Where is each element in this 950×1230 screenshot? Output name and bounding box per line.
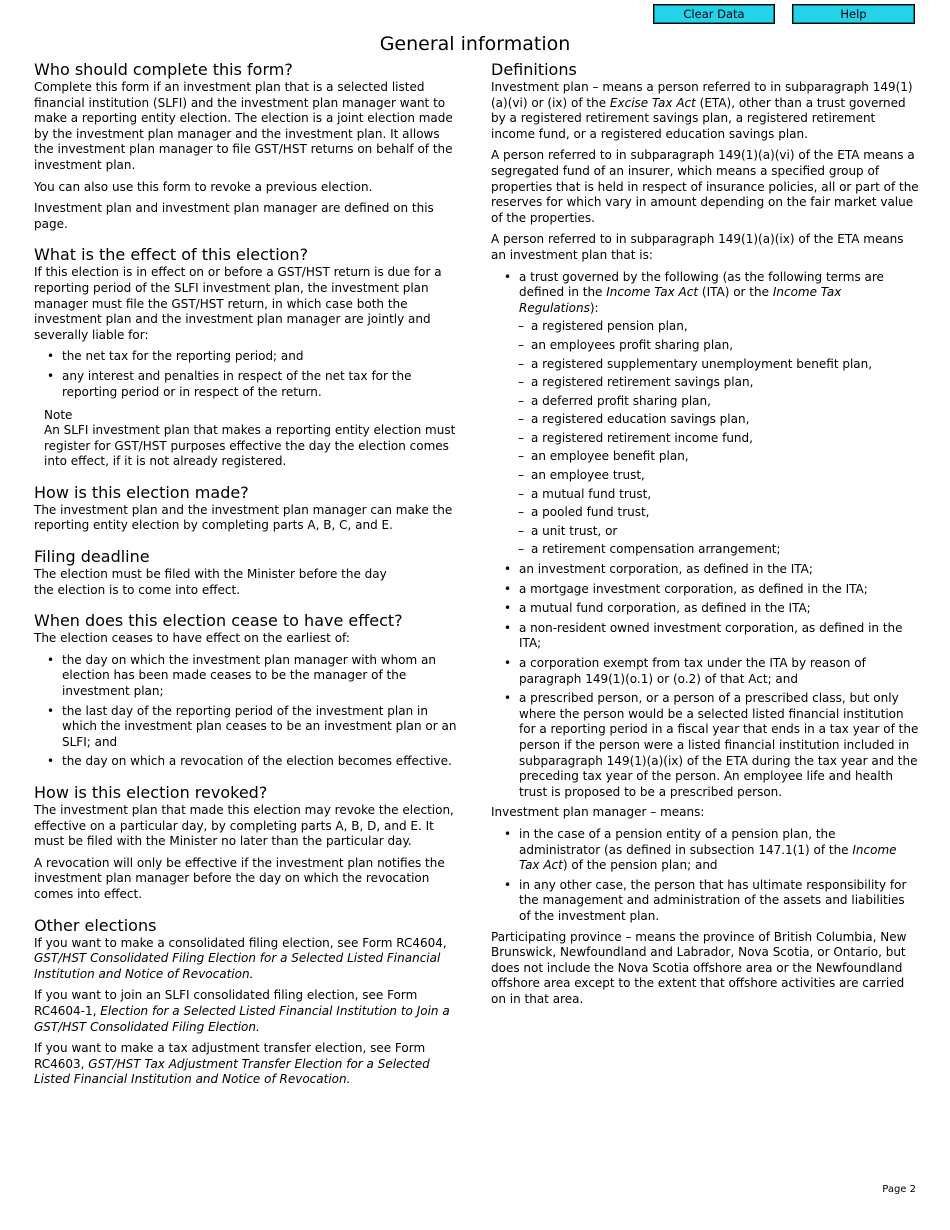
form-title: GST/HST Tax Adjustment Transfer Election for a Selected Listed Financial Institution and Notice of Revocation. [34, 1056, 430, 1087]
act-title: Income Tax Act [519, 842, 897, 873]
clear-data-button[interactable]: Clear Data [653, 4, 775, 24]
section-who-should-complete [34, 61, 462, 232]
paragraph: Participating province – means the province of British Columbia, New Brunswick, Newfoundland and Labrador, Nova Scotia, or Ontario, but does not include the Nova Scotia offshore area or the Newfoundland offshore area except to the extent that offshore activities are carried on in that area. [491, 929, 907, 1006]
paragraph: Investment plan and investment plan manager are defined on this page. [34, 201, 434, 231]
bullet-list [34, 349, 462, 400]
section-election-cease [34, 612, 462, 770]
section-other-elections [34, 917, 462, 1088]
list-item: • an investment corporation, as defined in the ITA; [519, 562, 919, 578]
paragraph: A revocation will only be effective if the investment plan notifies the investment plan manager before the day on which the revocation comes into effect. [34, 855, 445, 901]
paragraph [34, 1041, 462, 1088]
paragraph: The investment plan and the investment plan manager can make the reporting entity election by completing parts A, B, C, and E. [34, 502, 453, 533]
note-text: An SLFI investment plan that makes a reporting entity election must register for GST/HST purposes effective the day the election comes into effect, if it is not already registered. [44, 423, 456, 469]
dash-item: – a registered supplementary unemployment benefit plan, [531, 357, 919, 373]
list-item: • the day on which the investment plan manager with whom an election has been made ceases to be the manager of the investment plan; [62, 653, 462, 700]
dash-item: – a retirement compensation arrangement; [531, 542, 919, 558]
list-item: • a prescribed person, or a person of a prescribed class, but only where the person would be a selected listed financial institution for a reporting period in a fiscal year that ends in a tax year of the person if the person were a listed financial institution included in subparagraph 149(1)(a)(ix) of the ETA during the tax year and the preceding tax year of the person. An employee life and health trust is proposed to be a prescribed person. [519, 691, 919, 800]
list-item: • a mortgage investment corporation, as defined in the ITA; [519, 582, 919, 598]
paragraph: A person referred to in subparagraph 149(1)(a)(vi) of the ETA means a segregated fund of an insurer, which means a specified group of properties that is held in respect of insurance policies, all or part of the reserves for which vary in amount depending on the fair market value of the properties. [491, 148, 919, 225]
paragraph: If this election is in effect on or before a GST/HST return is due for a reporting period of the SLFI investment plan, the investment plan manager must file the GST/HST return, in which case both the investment plan and the investment plan manager are jointly and severally liable for: [34, 265, 442, 342]
page-number: Page 2 [882, 1184, 916, 1195]
form-title: GST/HST Consolidated Filing Election for a Selected Listed Financial Institution and Notice of Revocation. [34, 951, 441, 981]
bullet-list [34, 653, 462, 770]
form-title: Election for a Selected Listed Financial Institution to Join a GST/HST Consolidated Filing Election. [34, 1003, 450, 1034]
dash-item: – a registered retirement savings plan, [531, 375, 919, 391]
section-heading: What is the effect of this election? [34, 245, 309, 265]
bullet-list [491, 270, 919, 801]
list-item: • a non-resident owned investment corporation, as defined in the ITA; [519, 621, 919, 652]
list-item: • the day on which a revocation of the election becomes effective. [62, 754, 462, 770]
dash-item: – a registered education savings plan, [531, 412, 919, 428]
dash-item: – a unit trust, or [531, 524, 919, 540]
dash-item: – an employee trust, [531, 468, 919, 484]
section-heading: How is this election made? [34, 482, 249, 502]
paragraph [34, 936, 462, 983]
text: If you want to make a tax adjustment transfer election, see Form RC4603, [34, 1041, 426, 1071]
section-definitions [491, 61, 919, 1007]
section-filing-deadline [34, 548, 462, 598]
page-title: General information [379, 33, 571, 55]
bullet-list [491, 827, 919, 925]
text: Investment plan – means a person referred to in subparagraph 149(1)(a)(vi) or (ix) of the [491, 80, 913, 110]
note-label: Note [44, 408, 73, 423]
list-item: • any interest and penalties in respect of the net tax for the reporting period or in respect of the return. [62, 369, 462, 400]
list-item: • a mutual fund corporation, as defined in the ITA; [519, 601, 919, 617]
text: (ETA), other than a trust governed by a registered retirement savings plan, a registered retirement income fund, or a registered education savings plan. [491, 95, 906, 141]
list-item: • a corporation exempt from tax under the ITA by reason of paragraph 149(1)(o.1) or (o.2) of that Act; and [519, 656, 919, 687]
act-title: Income Tax Regulations [519, 285, 842, 315]
list-item: • the last day of the reporting period of the investment plan in which the investment plan ceases to be an investment plan or an SLFI; and [62, 704, 462, 751]
dash-item: – a registered retirement income fund, [531, 431, 919, 447]
list-item: • in any other case, the person that has ultimate responsibility for the management and administration of the assets and liabilities of the investment plan. [519, 878, 919, 925]
section-how-election-made [34, 484, 462, 534]
dash-list [519, 319, 919, 558]
text: If you want to join an SLFI consolidated filing election, see Form RC4604-1, [34, 988, 418, 1018]
section-effect-of-election [34, 246, 462, 470]
text: a trust governed by the following (as the following terms are defined in the [519, 269, 884, 300]
section-heading: Definitions [491, 60, 577, 79]
paragraph: The investment plan that made this election may revoke the election, effective on a particular day, by completing parts A, B, D, and E. It must be filed with the Minister no later than the particular day. [34, 803, 454, 849]
help-button[interactable]: Help [792, 4, 915, 24]
section-heading: How is this election revoked? [34, 783, 268, 802]
section-heading: Who should complete this form? [34, 60, 293, 79]
paragraph: You can also use this form to revoke a previous election. [34, 179, 373, 194]
text: in the case of a pension entity of a pension plan, the administrator (as defined in subsection 147.1(1) of the [519, 826, 853, 857]
dash-item: – a mutual fund trust, [531, 487, 919, 503]
dash-item: – an employee benefit plan, [531, 449, 919, 465]
paragraph: Complete this form if an investment plan that is a selected listed financial institution (SLFI) and the investment plan manager want to make a reporting entity election. The election is a joint election made by the investment plan manager and the investment plan. It allows the investment plan manager to file GST/HST returns on behalf of the investment plan. [34, 80, 453, 172]
list-item [519, 270, 919, 559]
act-title: Income Tax Act [606, 285, 699, 300]
right-column [491, 61, 919, 1021]
paragraph: The election ceases to have effect on the earliest of: [34, 631, 350, 646]
text-line: the election is to come into effect. [34, 582, 241, 597]
text: ): [589, 300, 599, 315]
dash-item: – an employees profit sharing plan, [531, 338, 919, 354]
dash-item: – a deferred profit sharing plan, [531, 394, 919, 410]
text: (ITA) or the [698, 285, 773, 300]
text: ) of the pension plan; and [562, 858, 718, 873]
text-line: The election must be filed with the Minister before the day [34, 567, 387, 582]
paragraph [34, 988, 462, 1035]
paragraph: Investment plan manager – means: [491, 805, 705, 820]
list-item [519, 827, 919, 874]
section-election-revoked [34, 784, 462, 903]
paragraph [34, 567, 462, 598]
text: If you want to make a consolidated filing election, see Form RC4604, [34, 935, 447, 950]
section-heading: Filing deadline [34, 547, 150, 567]
section-heading: When does this election cease to have effect? [34, 611, 403, 631]
dash-item: – a registered pension plan, [531, 319, 919, 335]
paragraph: A person referred to in subparagraph 149(1)(a)(ix) of the ETA means an investment plan that is: [491, 232, 904, 262]
left-column [34, 61, 462, 1102]
act-title: Excise Tax Act [609, 95, 696, 110]
list-item: • the net tax for the reporting period; and [62, 349, 462, 365]
paragraph [491, 80, 919, 142]
section-heading: Other elections [34, 915, 157, 935]
dash-item: – a pooled fund trust, [531, 505, 919, 521]
